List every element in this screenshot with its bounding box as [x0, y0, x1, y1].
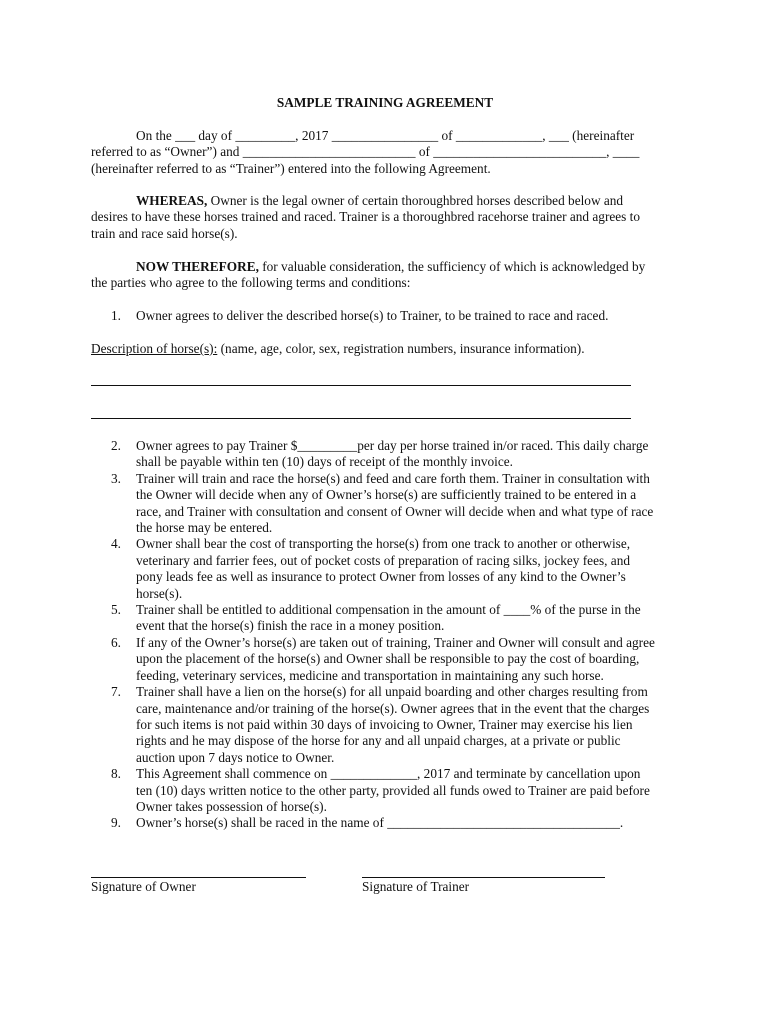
- intro-line-2: referred to as “Owner”) and __________________________ of __________________________, ____: [91, 144, 640, 160]
- clause-line: Owner agrees to pay Trainer $_________per day per horse trained in/or raced. This daily charge: [136, 438, 649, 453]
- now-therefore-lead: NOW THEREFORE,: [136, 259, 259, 274]
- clause-line: Owner takes possession of horse(s).: [136, 798, 327, 814]
- clause-number: 9.: [111, 815, 121, 831]
- clause-number: 2.: [111, 438, 121, 453]
- owner-signature-line[interactable]: [91, 877, 306, 878]
- clause-text: Owner agrees to deliver the described horse(s) to Trainer, to be trained to race and raced.: [136, 308, 609, 323]
- clause-line: pony leads fee as well as insurance to protect Owner from losses of any kind to the Owner’s: [136, 569, 626, 585]
- clause-line: the Owner will decide when any of Owner’s horse(s) are sufficiently trained to be entered in a: [136, 487, 637, 503]
- clause-item: [91, 602, 691, 635]
- description-blank-line-2[interactable]: [91, 418, 631, 419]
- now-therefore-paragraph: [91, 259, 681, 292]
- clause-line: feeding, veterinary services, medicine and transportation in maintaining any such horse.: [136, 667, 604, 683]
- clause-item: [91, 536, 691, 602]
- clause-line: auction upon 7 days notice to Owner.: [136, 749, 335, 765]
- clause-item: [91, 766, 691, 815]
- clause-line: upon the placement of the horse(s) and Owner shall be responsible to pay the cost of boarding,: [136, 651, 640, 667]
- clause-line: event that the horse(s) finish the race in a money position.: [136, 618, 445, 634]
- clause-line: shall be payable within ten (10) days of receipt of the monthly invoice.: [136, 454, 514, 470]
- intro-line-3: (hereinafter referred to as “Trainer”) entered into the following Agreement.: [91, 160, 491, 176]
- clause-item: [91, 684, 691, 766]
- clause-line: Trainer shall be entitled to additional compensation in the amount of ____% of the purse in the: [136, 602, 641, 618]
- clause-line: the horse may be entered.: [136, 520, 273, 536]
- description-detail: (name, age, color, sex, registration numbers, insurance information).: [217, 341, 585, 356]
- clause-item: [91, 635, 691, 684]
- description-label: Description of horse(s):: [91, 341, 218, 356]
- owner-signature-label: Signature of Owner: [91, 879, 196, 894]
- clause-item: [91, 815, 691, 831]
- clause-line: rights and he may dispose of the horse for any and all unpaid charges, at a private or public: [136, 733, 621, 749]
- description-blank-line-1[interactable]: [91, 385, 631, 386]
- now-therefore-text-1: for valuable consideration, the sufficiency of which is acknowledged by: [258, 259, 646, 274]
- clause-number: 1.: [111, 308, 121, 323]
- clause-line: Trainer will train and race the horse(s) and feed and care forth them. Trainer in consultation with: [136, 470, 650, 486]
- clause-item: [91, 308, 681, 324]
- whereas-line-1: [91, 193, 681, 209]
- clause-number: 6.: [111, 634, 121, 650]
- clause-1: [91, 308, 681, 324]
- trainer-signature-line[interactable]: [362, 877, 605, 878]
- clause-line: If any of the Owner’s horse(s) are taken out of training, Trainer and Owner will consult and agree: [136, 634, 655, 650]
- clause-line: Trainer shall have a lien on the horse(s) for all unpaid boarding and other charges resulting from: [136, 684, 648, 700]
- clause-line: race, and Trainer with consultation and consent of Owner will decide when and what type of race: [136, 503, 654, 519]
- whereas-lead: WHEREAS,: [136, 193, 208, 208]
- description-line: [91, 341, 681, 357]
- clause-list: [91, 438, 691, 832]
- description-text: [91, 341, 681, 357]
- whereas-line-2: desires to have these horses trained and raced. Trainer is a thoroughbred racehorse trainer and agrees to: [91, 209, 641, 225]
- clause-line: This Agreement shall commence on _____________, 2017 and terminate by cancellation upon: [136, 766, 641, 782]
- whereas-paragraph: [91, 193, 681, 242]
- clause-line: horse(s).: [136, 585, 183, 601]
- clause-number: 3.: [111, 470, 121, 486]
- intro-paragraph: [91, 128, 681, 177]
- whereas-text-1: Owner is the legal owner of certain thoroughbred horses described below and: [207, 193, 624, 208]
- now-therefore-line-1: [91, 259, 681, 275]
- intro-line-1: On the ___ day of _________, 2017 ________________ of _____________, ___ (hereinafter: [136, 128, 635, 143]
- clause-item: [91, 438, 691, 471]
- clause-line: ten (10) days written notice to the other party, provided all funds owed to Trainer are paid before: [136, 782, 650, 798]
- clause-number: 4.: [111, 536, 121, 552]
- now-therefore-line-2: the parties who agree to the following terms and conditions:: [91, 275, 411, 291]
- whereas-line-3: train and race said horse(s).: [91, 225, 238, 241]
- clause-number: 8.: [111, 766, 121, 782]
- clause-line: care, maintenance and/or training of the horse(s). Owner agrees that in the event that the charges: [136, 700, 650, 716]
- clause-number: 7.: [111, 684, 121, 700]
- document-title: SAMPLE TRAINING AGREEMENT: [276, 95, 494, 110]
- clause-number: 5.: [111, 602, 121, 618]
- clause-line: Owner’s horse(s) shall be raced in the name of ___________________________________.: [136, 815, 624, 831]
- trainer-signature-label: Signature of Trainer: [362, 879, 470, 894]
- clause-line: Owner shall bear the cost of transporting the horse(s) from one track to another or otherwise,: [136, 536, 631, 552]
- clause-item: [91, 471, 691, 537]
- clause-line: for such items is not paid within 30 days of invoicing to Owner, Trainer may exercise his lien: [136, 716, 633, 732]
- clause-line: veterinary and farrier fees, out of pocket costs of preparation of racing silks, jockey fees, and: [136, 552, 631, 568]
